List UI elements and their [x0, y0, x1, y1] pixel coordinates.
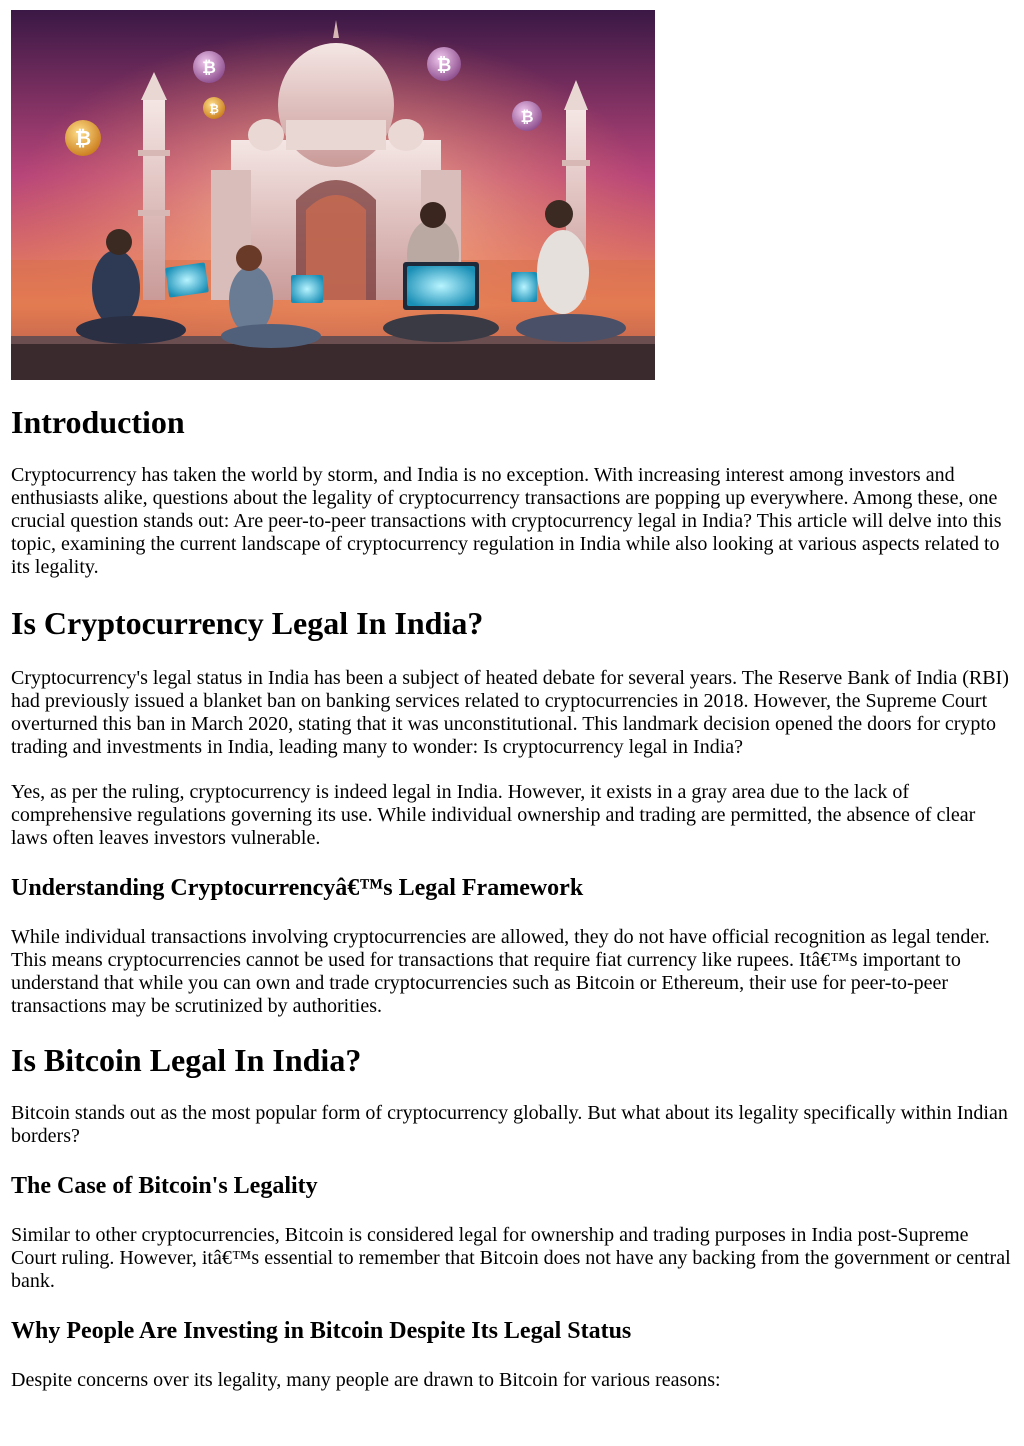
hero-image [11, 10, 655, 380]
heading-is-bitcoin-legal: Is Bitcoin Legal In India? [11, 1042, 362, 1078]
svg-text:₿: ₿ [202, 58, 216, 78]
heading-why-investing: Why People Are Investing in Bitcoin Despite Its Legal Status [11, 1318, 632, 1344]
taj-mahal-crypto-illustration-icon [11, 10, 655, 380]
heading-case-of-bitcoin: The Case of Bitcoin's Legality [11, 1173, 318, 1199]
paragraph-legal-framework: While individual transactions involving cryptocurrencies are allowed, they do not have official recognition as legal tender. This means cryptocurrencies cannot be used for transactions that require fiat currency like rupees. Itâ€™s important to understand that while you can own and trade cryptocurrencies such as Bitcoin or Ethereum, their use for peer-to-peer transactions may be scrutinized by authorities. [11, 926, 990, 1017]
paragraph-why-investing: Despite concerns over its legality, many people are drawn to Bitcoin for various reasons: [11, 1369, 721, 1391]
paragraph-introduction: Cryptocurrency has taken the world by storm, and India is no exception. With increasing interest among investors and enthusiasts alike, questions about the legality of cryptocurrency transactions are popping up everywhere. Among these, one crucial question stands out: Are peer-to-peer transactions with cryptocurrency legal in India? This article will delve into this topic, examining the current landscape of cryptocurrency regulation in India while also looking at various aspects related to its legality. [11, 464, 1002, 578]
paragraph-bitcoin-intro: Bitcoin stands out as the most popular form of cryptocurrency globally. But what about its legality specifically within Indian borders? [11, 1102, 1008, 1147]
heading-legal-framework: Understanding Cryptocurrencyâ€™s Legal Framework [11, 875, 584, 901]
heading-introduction: Introduction [11, 404, 185, 440]
svg-text:₿: ₿ [520, 107, 534, 126]
svg-text:₿: ₿ [74, 126, 92, 150]
article [11, 10, 1011, 1392]
paragraph-crypto-gray-area: Yes, as per the ruling, cryptocurrency is indeed legal in India. However, it exists in a gray area due to the lack of comprehensive regulations governing its use. While individual ownership and trading are permitted, the absence of clear laws often leaves investors vulnerable. [11, 781, 976, 849]
svg-text:₿: ₿ [436, 55, 452, 76]
heading-is-cryptocurrency-legal: Is Cryptocurrency Legal In India? [11, 605, 484, 641]
paragraph-bitcoin-case: Similar to other cryptocurrencies, Bitcoin is considered legal for ownership and trading purposes in India post-Supreme Court ruling. However, itâ€™s essential to remember that Bitcoin does not have any backing from the government or central bank. [11, 1224, 1011, 1292]
paragraph-crypto-status: Cryptocurrency's legal status in India has been a subject of heated debate for several years. The Reserve Bank of India (RBI) had previously issued a blanket ban on banking services related to cryptocurrencies in 2018. However, the Supreme Court overturned this ban in March 2020, stating that it was unconstitutional. This landmark decision opened the doors for crypto trading and investments in India, leading many to wonder: Is cryptocurrency legal in India? [11, 667, 1009, 758]
svg-text:₿: ₿ [209, 102, 219, 116]
